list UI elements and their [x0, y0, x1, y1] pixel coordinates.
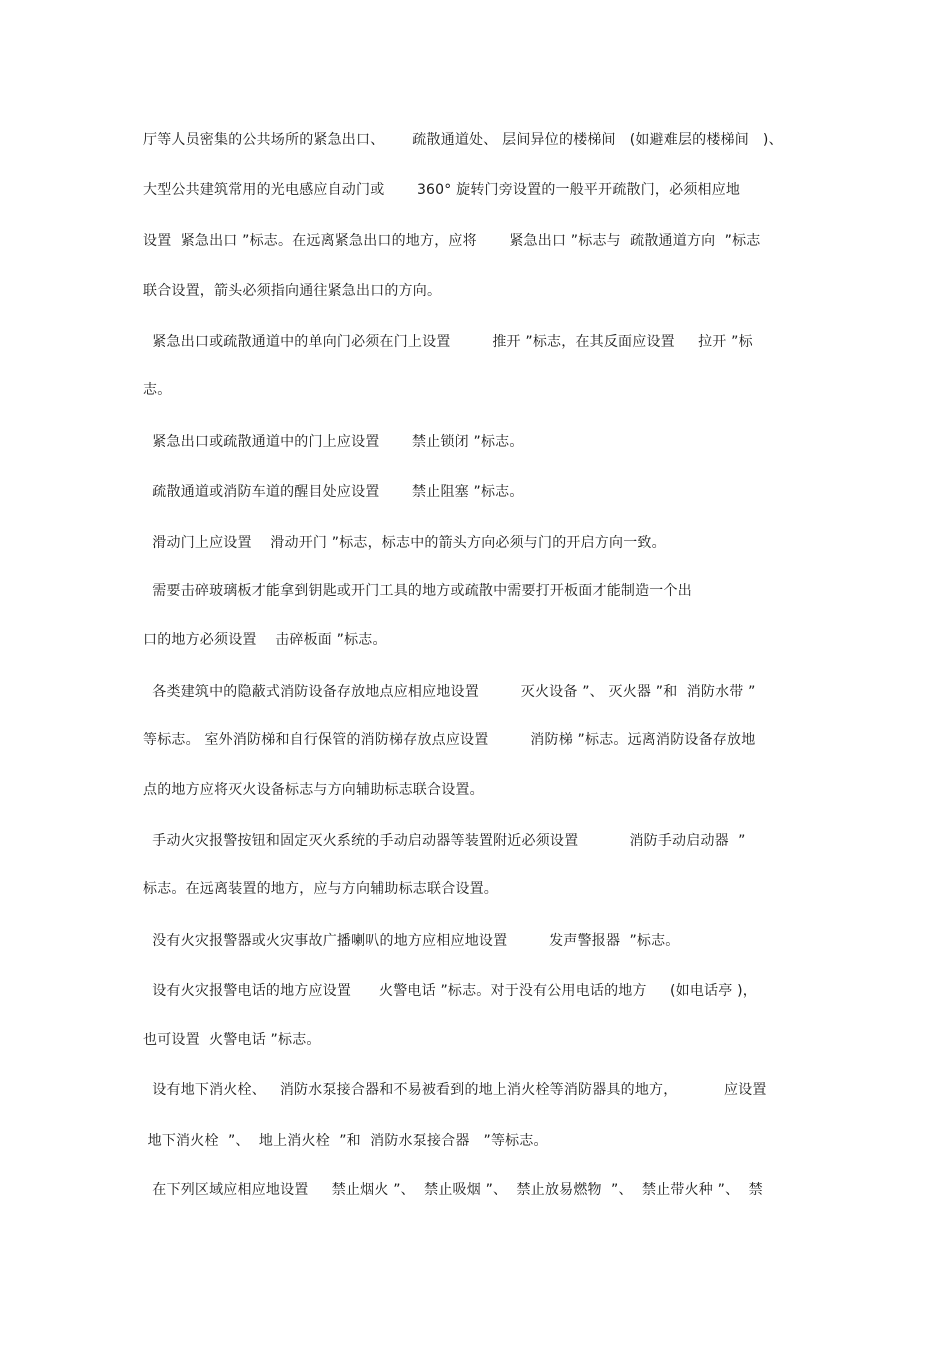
- text-line: 滑动门上应设置 滑动开门 ”标志，标志中的箭头方向必须与门的开启方向一致。: [143, 535, 666, 551]
- text-line: 地下消火栓 ”、 地上消火栓 ”和 消防水泵接合器 ”等标志。: [143, 1133, 548, 1149]
- text-line: 联合设置，箭头必须指向通往紧急出口的方向。: [143, 283, 442, 299]
- text-line: 需要击碎玻璃板才能拿到钥匙或开门工具的地方或疏散中需要打开板面才能制造一个出: [143, 583, 692, 599]
- text-line: 设置 紧急出口 ”标志。在远离紧急出口的地方，应将 紧急出口 ”标志与 疏散通道方向 ”标志: [143, 233, 761, 249]
- text-line: 各类建筑中的隐蔽式消防设备存放地点应相应地设置 灭火设备 ”、 灭火器 ”和 消防水带 ”: [143, 684, 756, 700]
- text-line: 在下列区域应相应地设置 禁止烟火 ”、 禁止吸烟 ”、 禁止放易燃物 ”、 禁止带火种 ”、 禁: [143, 1182, 763, 1198]
- text-line: 紧急出口或疏散通道中的单向门必须在门上设置 推开 ”标志，在其反面应设置 拉开 ”标: [143, 334, 753, 350]
- text-line: 标志。在远离装置的地方，应与方向辅助标志联合设置。: [143, 881, 498, 897]
- text-line: 也可设置 火警电话 ”标志。: [143, 1032, 321, 1048]
- text-line: 厅等人员密集的公共场所的紧急出口、 疏散通道处、 层间异位的楼梯间 (如避难层的楼梯间 )、: [143, 132, 783, 148]
- text-line: 疏散通道或消防车道的醒目处应设置 禁止阻塞 ”标志。: [143, 484, 524, 500]
- text-line: 手动火灾报警按钮和固定灭火系统的手动启动器等装置附近必须设置 消防手动启动器 ”: [143, 833, 746, 849]
- text-line: 设有地下消火栓、 消防水泵接合器和不易被看到的地上消火栓等消防器具的地方， 应设置: [143, 1082, 767, 1098]
- text-line: 志。: [143, 382, 172, 398]
- text-line: 设有火灾报警电话的地方应设置 火警电话 ”标志。对于没有公用电话的地方 (如电话亭 )，: [143, 983, 757, 999]
- text-line: 大型公共建筑常用的光电感应自动门或 360° 旋转门旁设置的一般平开疏散门，必须相应地: [143, 182, 741, 198]
- text-line: 口的地方必须设置 击碎板面 ”标志。: [143, 632, 387, 648]
- text-line: 等标志。 室外消防梯和自行保管的消防梯存放点应设置 消防梯 ”标志。远离消防设备存放地: [143, 732, 756, 748]
- text-line: 点的地方应将灭火设备标志与方向辅助标志联合设置。: [143, 782, 484, 798]
- text-line: 紧急出口或疏散通道中的门上应设置 禁止锁闭 ”标志。: [143, 434, 524, 450]
- text-line: 没有火灾报警器或火灾事故广播喇叭的地方应相应地设置 发声警报器 ”标志。: [143, 933, 680, 949]
